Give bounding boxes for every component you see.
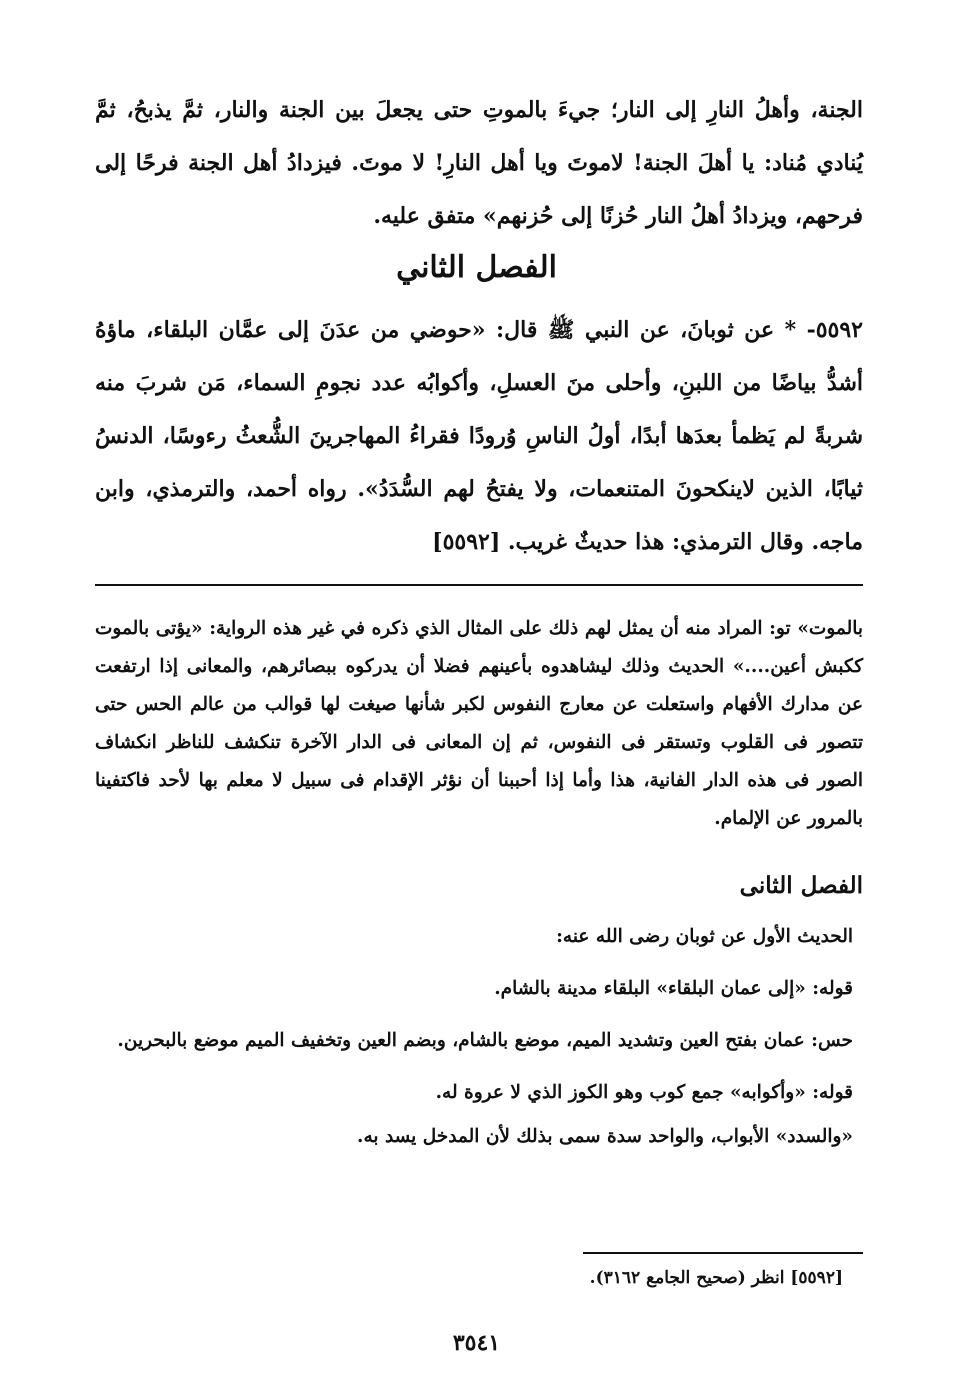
commentary-paragraph: حس: عمان بفتح العين وتشديد الميم، موضع بالشام، وبضم العين وتخفيف الميم موضع بالبحرين. — [117, 1030, 853, 1051]
main-paragraph: الجنة، وأهلُ النارِ إلى النار؛ جيءَ بالموتِ حتى يجعلَ بين الجنة والنار، ثمَّ يذبحُ، ثمَّ يُنادي مُناد: يا أهلَ الجنة! لاموتَ ويا أهل النارِ! لا موتَ. فيزدادُ أهل الجنة فرحًا إلى فرحهم، ويزدادُ أهلُ النار حُزنًا إلى حُزنهم» متفق عليه. — [95, 97, 863, 229]
hadith-paragraph: ٥٥٩٢- * عن ثوبانَ، عن النبي ﷺ قال: «حوضي من عدَنَ إلى عمَّان البلقاء، ماؤهُ أشدُّ بياضًا من اللبنِ، وأحلى منَ العسلِ، وأكوابُه عدد نجومِ السماء، مَن شربَ منه شربةً لم يَظمأ بعدَها أبدًا، أولُ الناسِ وُرودًا فقراءُ المهاجرينَ الشُّعثُ رءوسًا، الدنسُ ثيابًا، الذين لاينكحونَ المتنعمات، ولا يفتحُ لهم السُّدَدُ». رواه أحمد، والترمذي، وابن ماجه. وقال الترمذي: هذا حديثٌ غريب. [٥٥٩٢] — [95, 317, 863, 555]
commentary-paragraph: قوله: «وأكوابه» جمع كوب وهو الكوز الذي لا عروة له. — [435, 1082, 853, 1103]
commentary-block-2 — [95, 918, 863, 1156]
commentary-paragraph: بالموت» تو: المراد منه أن يمثل لهم ذلك على المثال الذي ذكره في غير هذه الرواية: «يؤتى بالموت ككبش أعين....» الحديث وذلك ليشاهدوه بأعينهم فضلا أن يدركوه ببصائرهم، والمعانى إذا ارتفعت عن مدارك الأفهام واستعلت عن معارج النفوس لكبر شأنها صيغت لها قوالب من عالم الحس حتى تتصور فى القلوب وتستقر فى النفوس، ثم إن المعانى فى الدار الآخرة تنكشف للناظر انكشاف الصور فى هذه الدار الفانية، هذا وأما إذا أحببنا أن نؤثر الإقدام فى سبيل لا معلم بها لأحد فاكتفينا بالمرور عن الإلمام. — [95, 618, 863, 829]
main-text-top — [95, 84, 863, 243]
commentary-paragraph: قوله: «إلى عمان البلقاء» البلقاء مدينة بالشام. — [494, 978, 853, 999]
commentary-heading: الفصل الثانى — [739, 872, 863, 899]
commentary-paragraph: الحديث الأول عن ثوبان رضى الله عنه: — [556, 926, 853, 947]
commentary-block-1 — [95, 610, 863, 838]
section-title: الفصل الثاني — [396, 250, 557, 285]
commentary-paragraph: «والسدد» الأبواب، والواحد سدة سمى بذلك لأن المدخل يسد به. — [357, 1126, 853, 1147]
page-number: ٣٥٤١ — [452, 1330, 501, 1356]
footnote: [٥٥٩٢] انظر (صحيح الجامع ٣١٦٢). — [589, 1268, 843, 1288]
footnote-rule — [583, 1252, 863, 1254]
hadith-block — [95, 304, 863, 569]
divider-rule — [95, 584, 863, 586]
